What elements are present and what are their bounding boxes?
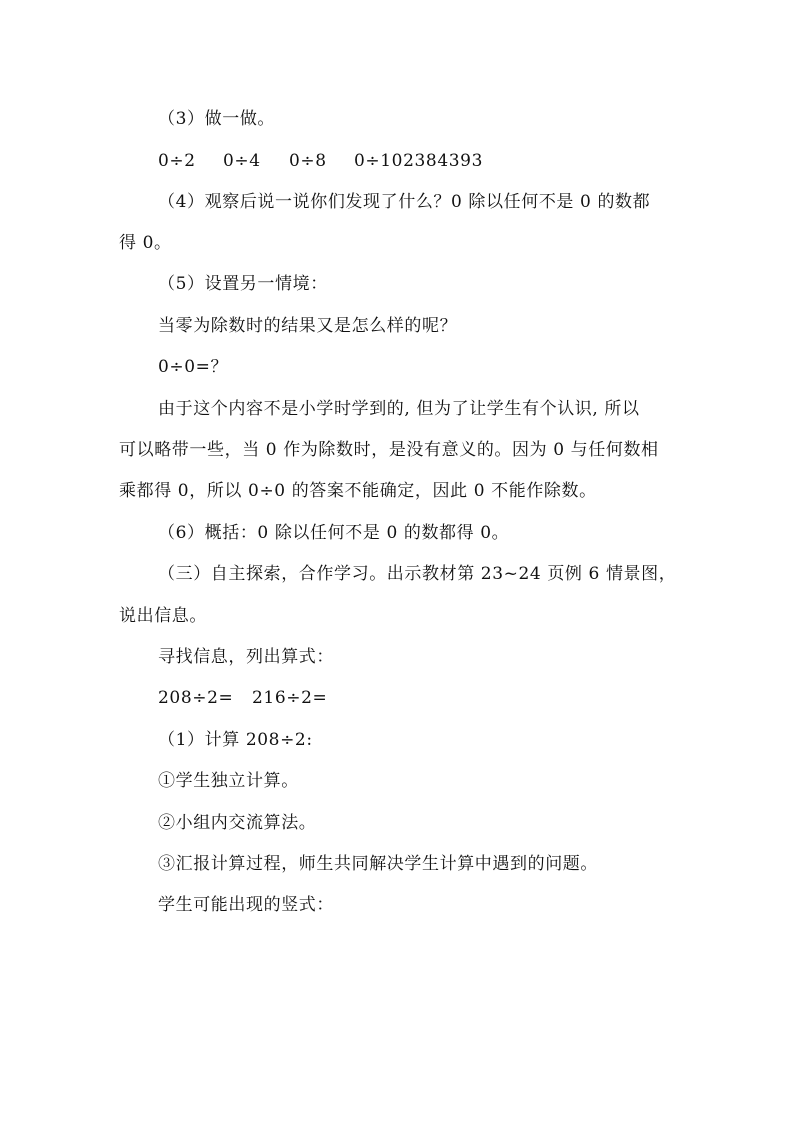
step-5-question: 当零为除数时的结果又是怎么样的呢？ bbox=[158, 316, 458, 336]
list-item-2: ②小组内交流算法。 bbox=[158, 813, 317, 833]
step-4-text: （4）观察后说一说你们发现了什么？0 除以任何不是 0 的数都 bbox=[158, 192, 651, 212]
formula-216-div-2: 216÷2= bbox=[252, 688, 328, 708]
find-info-text: 寻找信息，列出算式： bbox=[158, 647, 334, 667]
section-3-heading-cont: 说出信息。 bbox=[119, 606, 207, 626]
step-5-heading: （5）设置另一情境： bbox=[158, 274, 328, 294]
formula-0-div-4: 0÷4 bbox=[223, 151, 261, 171]
explanation-line-2: 可以略带一些，当 0 作为除数时，是没有意义的。因为 0 与任何数相 bbox=[119, 440, 659, 460]
formula-0-div-large: 0÷102384393 bbox=[354, 151, 484, 171]
step-3-heading: （3）做一做。 bbox=[158, 109, 276, 129]
formula-0-div-8: 0÷8 bbox=[289, 151, 327, 171]
section-3-heading: （三）自主探索，合作学习。出示教材第 23~24 页例 6 情景图， bbox=[158, 564, 677, 584]
calc-step-1: （1）计算 208÷2: bbox=[158, 730, 313, 750]
list-item-1: ①学生独立计算。 bbox=[158, 771, 299, 791]
zero-div-zero: 0÷0=？ bbox=[158, 357, 229, 377]
step-4-text-cont: 得 0。 bbox=[119, 233, 172, 253]
vertical-form-intro: 学生可能出现的竖式： bbox=[158, 895, 334, 915]
formula-208-div-2: 208÷2= bbox=[158, 688, 234, 708]
explanation-line-3: 乘都得 0，所以 0÷0 的答案不能确定，因此 0 不能作除数。 bbox=[119, 481, 597, 501]
formula-0-div-2: 0÷2 bbox=[158, 151, 196, 171]
list-item-3: ③汇报计算过程，师生共同解决学生计算中遇到的问题。 bbox=[158, 854, 598, 874]
explanation-line-1: 由于这个内容不是小学时学到的, 但为了让学生有个认识, 所以 bbox=[158, 399, 640, 419]
step-6-summary: （6）概括：0 除以任何不是 0 的数都得 0。 bbox=[158, 523, 510, 543]
